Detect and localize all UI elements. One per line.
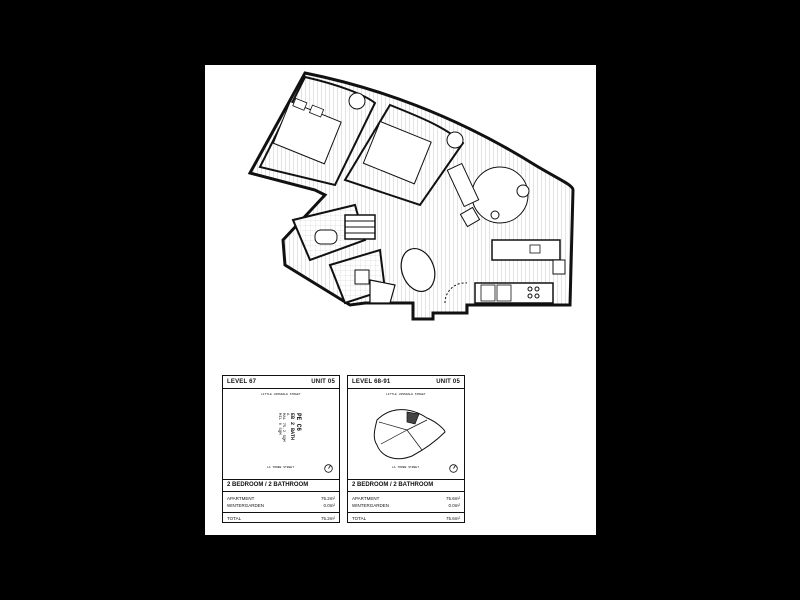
- key-plan-2: [352, 390, 460, 479]
- unit-type: 2 BEDROOM / 2 BATHROOM: [227, 482, 309, 488]
- kitchen-island: [492, 240, 560, 260]
- card-unit: UNIT 05: [311, 379, 335, 385]
- total-row: TOTAL 75.2m²: [227, 516, 335, 521]
- card-level: LEVEL 68-91: [352, 379, 391, 385]
- key-plan-1: [227, 390, 335, 479]
- area-row: WINTERGARDEN 0.0m²: [227, 503, 335, 508]
- floor-plan-sheet: [205, 65, 596, 535]
- area-row: APARTMENT 75.2m²: [227, 496, 335, 501]
- card-level: LEVEL 67: [227, 379, 257, 385]
- street-bottom: LA TROBE STREET: [392, 466, 420, 469]
- chair-1: [349, 93, 365, 109]
- floor-plan-drawing: [205, 65, 596, 365]
- building-key-plan: [367, 400, 447, 464]
- stamp-block: PE C6 EB 2 BATH A MAL 75.2 SQM MIL 0 SQM: [277, 413, 302, 442]
- chair-2: [447, 132, 463, 148]
- street-top: LITTLE LONSDALE STREET: [386, 393, 426, 396]
- total-row: TOTAL 75.6m²: [352, 516, 460, 521]
- compass-icon: [449, 464, 458, 473]
- unit-type: 2 BEDROOM / 2 BATHROOM: [352, 482, 434, 488]
- area-row: APARTMENT 75.6m²: [352, 496, 460, 501]
- card-unit: UNIT 05: [436, 379, 460, 385]
- street-bottom: LA TROBE STREET: [267, 466, 295, 469]
- unit-card-level-67: [222, 375, 340, 523]
- compass-icon: [324, 464, 333, 473]
- unit-card-level-68-91: [347, 375, 465, 523]
- street-top: LITTLE LONSDALE STREET: [261, 393, 301, 396]
- area-row: WINTERGARDEN 0.0m²: [352, 503, 460, 508]
